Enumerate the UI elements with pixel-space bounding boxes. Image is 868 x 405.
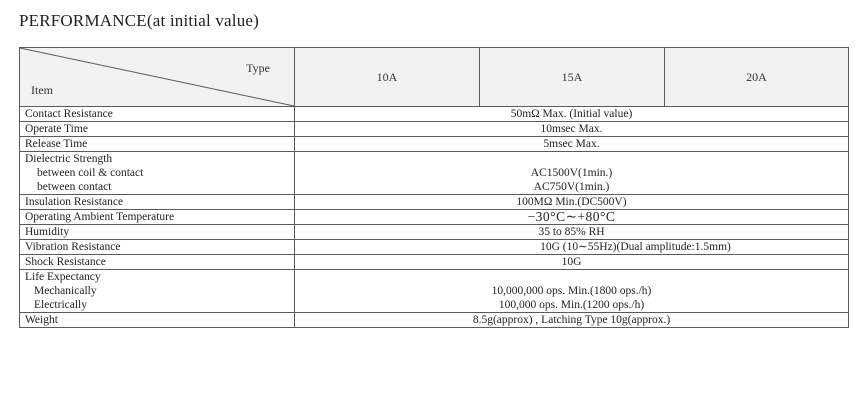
- row-label-weight: Weight: [20, 313, 295, 328]
- value-vibration-resistance: [295, 240, 849, 255]
- item-label: Item: [31, 83, 53, 97]
- column-header-15a: 15A: [480, 48, 665, 107]
- value-electrically: 100,000 ops. Min.(1200 ops./h): [498, 299, 645, 311]
- sub-item-between-contact: between contact: [37, 181, 112, 193]
- row-label-shock-resistance: Shock Resistance: [20, 255, 295, 270]
- column-header-10a: 10A: [295, 48, 480, 107]
- row-label-operate-time: Operate Time: [20, 122, 295, 137]
- value-shock-resistance: 10G: [295, 255, 849, 270]
- value-release-time: 5msec Max.: [295, 137, 849, 152]
- row-label-operating-temperature: Operating Ambient Temperature: [20, 210, 295, 225]
- table-row: [20, 107, 849, 122]
- table-header-row: [20, 48, 849, 107]
- column-header-20a: 20A: [665, 48, 849, 107]
- table-row: [20, 255, 849, 270]
- sub-item-between-coil-contact: between coil & contact: [37, 167, 144, 179]
- value-coil-contact: AC1500V(1min.): [530, 167, 613, 179]
- table-row: [20, 210, 849, 225]
- type-label: Type: [246, 61, 270, 75]
- page-title: PERFORMANCE(at initial value): [19, 11, 260, 30]
- table-row: [20, 313, 849, 328]
- dielectric-strength-label: Dielectric Strength: [25, 153, 113, 165]
- table-row: [20, 152, 849, 195]
- sub-item-mechanically: Mechanically: [34, 285, 97, 297]
- table-row: [20, 225, 849, 240]
- row-label-dielectric-strength: [20, 152, 295, 195]
- row-label-life-expectancy: [20, 270, 295, 313]
- value-weight: 8.5g(approx) , Latching Type 10g(approx.): [295, 313, 849, 328]
- table-row: [20, 122, 849, 137]
- value-humidity: 35 to 85% RH: [295, 225, 849, 240]
- table-row: [20, 270, 849, 313]
- row-label-release-time: Release Time: [20, 137, 295, 152]
- life-expectancy-label: Life Expectancy: [25, 271, 101, 283]
- sub-item-electrically: Electrically: [34, 299, 87, 311]
- row-label-insulation-resistance: Insulation Resistance: [20, 195, 295, 210]
- value-life-expectancy: [295, 270, 849, 313]
- value-insulation-resistance: 100MΩ Min.(DC500V): [295, 195, 849, 210]
- row-label-contact-resistance: Contact Resistance: [20, 107, 295, 122]
- value-operating-temperature: −30°C∼+80°C: [295, 210, 849, 225]
- table-row: [20, 240, 849, 255]
- value-dielectric-strength: [295, 152, 849, 195]
- vibration-value-text: 10G (10∼55Hz)(Dual amplitude:1.5mm): [540, 241, 731, 253]
- type-item-diagonal-header: [20, 48, 295, 107]
- table-row: [20, 195, 849, 210]
- diagonal-divider: [20, 48, 294, 106]
- table-row: [20, 137, 849, 152]
- value-operate-time: 10msec Max.: [295, 122, 849, 137]
- value-between-contact: AC750V(1min.): [533, 181, 610, 193]
- performance-table: [19, 47, 849, 328]
- value-contact-resistance: 50mΩ Max. (Initial value): [295, 107, 849, 122]
- value-mechanically: 10,000,000 ops. Min.(1800 ops./h): [491, 285, 652, 297]
- row-label-vibration-resistance: Vibration Resistance: [20, 240, 295, 255]
- row-label-humidity: Humidity: [20, 225, 295, 240]
